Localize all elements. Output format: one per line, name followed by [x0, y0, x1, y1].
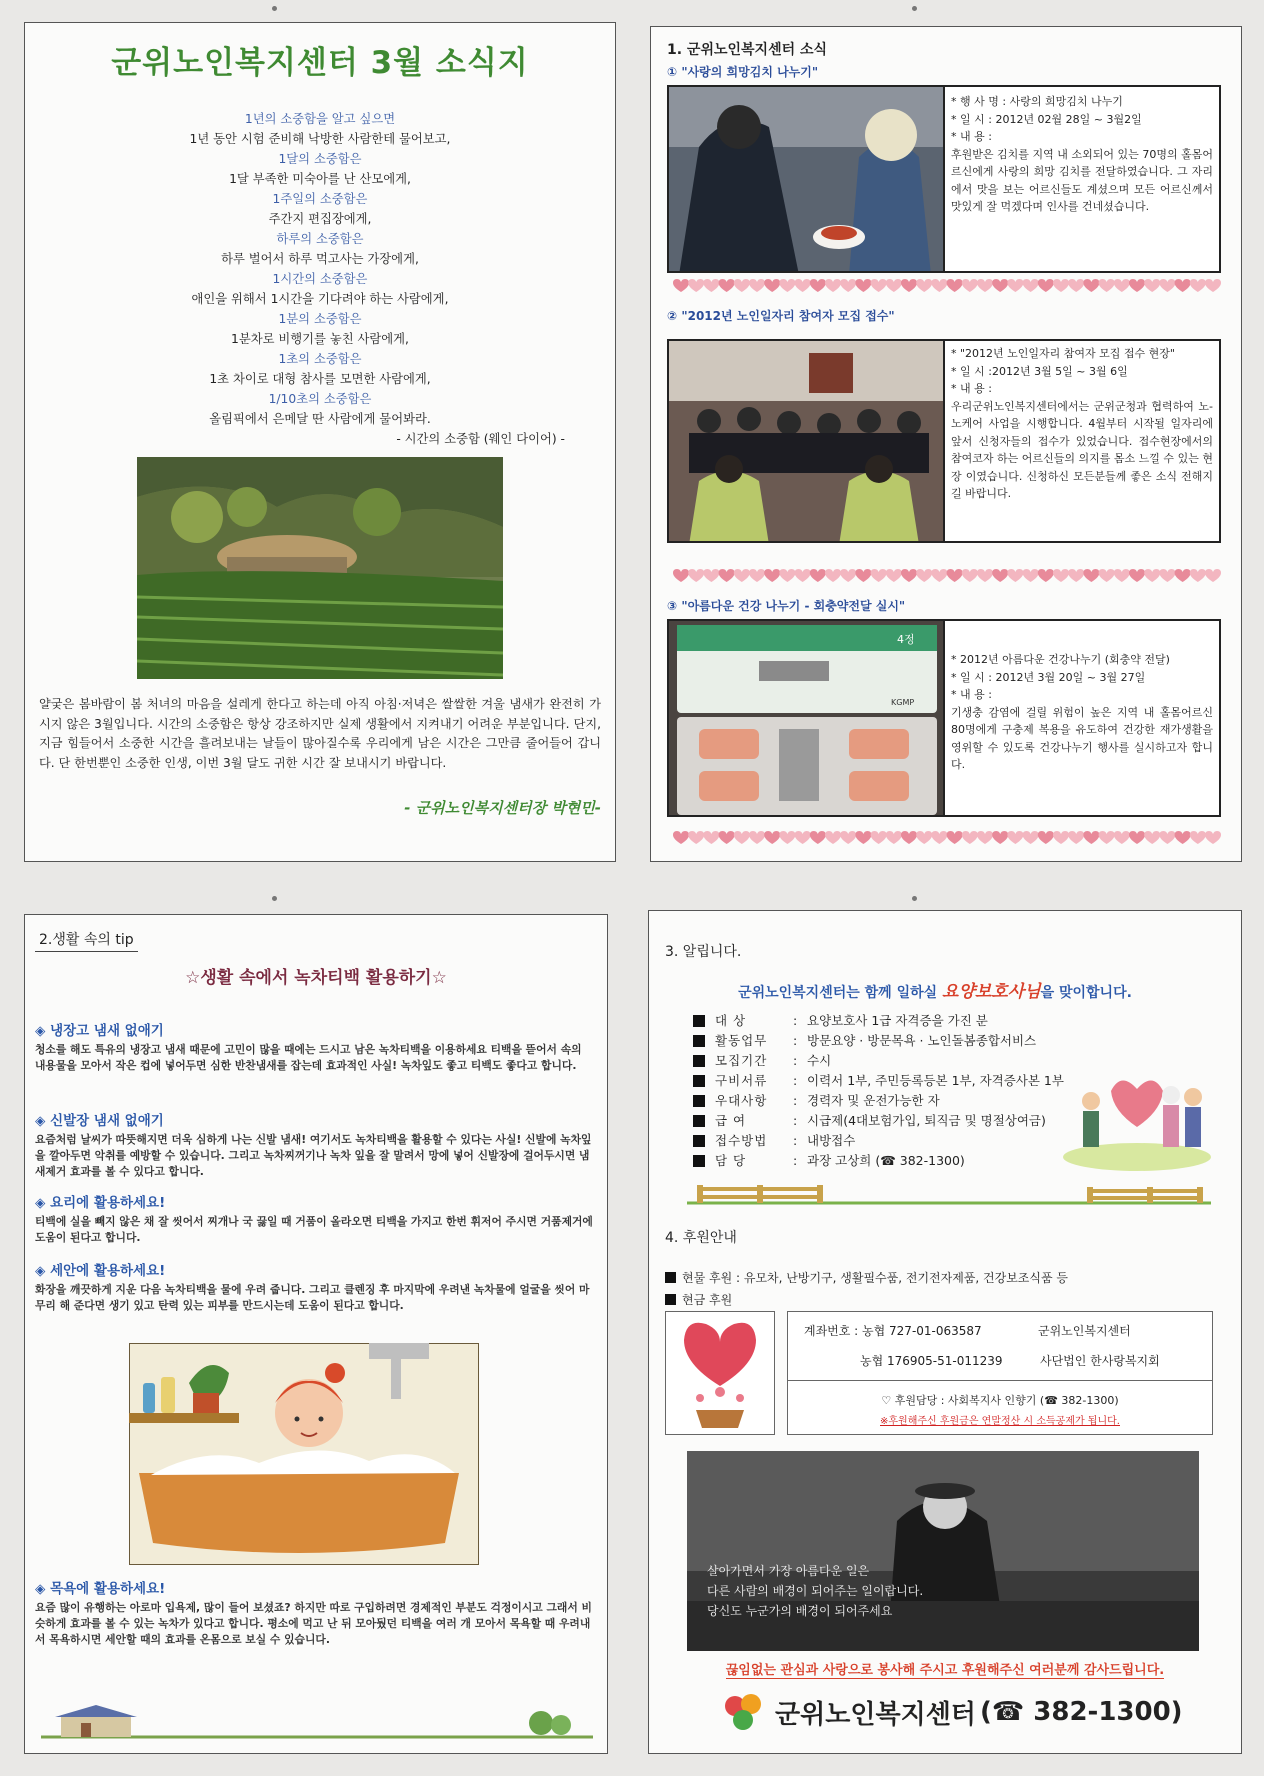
heart-icon	[1159, 569, 1175, 582]
heart-icon	[734, 569, 750, 582]
heart-icon	[1038, 569, 1054, 582]
tip-heading: ◈ 신발장 냄새 없애기	[35, 1113, 164, 1129]
heart-icon	[1175, 569, 1191, 582]
row-value: 수시	[807, 1053, 832, 1068]
recruit-row: 활동업무 : 방문요양 · 방문목욕 · 노인돌봄종합서비스	[693, 1031, 1064, 1051]
time-poem	[55, 109, 585, 449]
heart-icon	[916, 569, 932, 582]
heart-icon	[1114, 831, 1130, 844]
heart-icon	[1190, 279, 1206, 292]
heart-divider	[667, 275, 1221, 293]
heart-icon	[1144, 279, 1160, 292]
recruit-highlight: 요양보호사님	[942, 982, 1041, 1002]
tip-heading: ◈ 냉장고 냄새 없애기	[35, 1023, 164, 1039]
poem-answer: 하루 벌어서 하루 먹고사는 가장에게,	[221, 252, 419, 266]
heart-icon	[1159, 831, 1175, 844]
event-date: * 일 시 :2012년 3월 5일 ~ 3월 6일	[951, 364, 1128, 378]
quote-line: 살아가면서 가장 아름다운 일은	[707, 1564, 870, 1578]
heart-icon	[673, 831, 689, 844]
tip-heading: ◈ 목욕에 활용하세요!	[35, 1581, 166, 1597]
heart-icon	[1205, 569, 1221, 582]
poem-answer: 1분차로 비행기를 놓친 사람에게,	[231, 332, 409, 346]
heart-icon	[855, 569, 871, 582]
panel-center-news	[650, 26, 1242, 862]
cash-donation	[665, 1291, 732, 1308]
heart-icon	[977, 831, 993, 844]
heart-icon	[1068, 831, 1084, 844]
heart-icon	[703, 831, 719, 844]
account-number: 농협 176905-51-011239	[860, 1354, 1003, 1368]
poem-answer: 올림픽에서 은메달 딴 사람에게 물어봐라.	[209, 412, 431, 426]
tip-heading: ◈ 세안에 활용하세요!	[35, 1263, 166, 1279]
heart-icon	[779, 279, 795, 292]
heart-icon	[931, 569, 947, 582]
poem-question: 1주일의 소중함은	[272, 192, 368, 206]
heart-icon	[749, 831, 765, 844]
heart-divider	[667, 827, 1221, 845]
heart-icon	[810, 279, 826, 292]
tip-face-wash	[35, 1259, 593, 1314]
heart-icon	[719, 569, 735, 582]
heart-icon	[1068, 569, 1084, 582]
heart-icon	[977, 279, 993, 292]
heart-icon	[1068, 279, 1084, 292]
heart-icon	[1083, 569, 1099, 582]
panel-march-newsletter	[24, 22, 616, 862]
heart-icon	[764, 831, 780, 844]
heart-icon	[825, 569, 841, 582]
account-holder: 군위노인복지센터	[1038, 1324, 1131, 1338]
row-key: 구비서류	[715, 1073, 768, 1088]
panel-notices	[648, 910, 1242, 1754]
tip-shoe-cabinet	[35, 1109, 593, 1180]
poem-question: 1년의 소중함을 알고 싶으면	[244, 112, 396, 126]
recruit-row: 담 당 : 과장 고상희 (☎ 382-1300)	[693, 1151, 1064, 1171]
news-card-jobs	[667, 339, 1221, 543]
heart-icon	[1190, 569, 1206, 582]
heart-icon	[734, 831, 750, 844]
row-value: 내방접수	[807, 1133, 856, 1148]
heart-icon	[1144, 569, 1160, 582]
heart-icon	[1023, 831, 1039, 844]
heart-icon	[871, 279, 887, 292]
director-signature: - 군위노인복지센터장 박현민-	[404, 799, 601, 817]
donation-contact: ♡ 후원담당 : 사회복지사 인향기 (☎ 382-1300)	[881, 1394, 1119, 1407]
recruit-details	[693, 1011, 1064, 1171]
heart-divider	[667, 565, 1221, 583]
account-holder: 사단법인 한사랑복지회	[1040, 1354, 1160, 1368]
event-date: * 일 시 : 2012년 3월 20일 ~ 3월 27일	[951, 670, 1146, 684]
account-box	[665, 1311, 1213, 1439]
heart-icon	[719, 831, 735, 844]
heart-icon	[1175, 279, 1191, 292]
heart-icon	[1114, 569, 1130, 582]
tip-fridge	[35, 1019, 593, 1074]
event-content-label: * 내 용 :	[951, 382, 992, 395]
event-content-label: * 내 용 :	[951, 130, 992, 143]
heart-icon	[962, 831, 978, 844]
section-donation-title: 4. 후원안내	[665, 1230, 737, 1246]
heart-icon	[688, 831, 704, 844]
heart-icon	[749, 279, 765, 292]
quote-line: 당신도 누군가의 배경이 되어주세요	[707, 1604, 893, 1618]
heart-icon	[1190, 831, 1206, 844]
poem-answer: 주간지 편집장에게,	[268, 212, 372, 226]
heart-icon	[1023, 279, 1039, 292]
row-key: 우대사항	[715, 1093, 768, 1108]
poem-question: 1시간의 소중함은	[272, 272, 368, 286]
heart-icon	[840, 569, 856, 582]
heart-icon	[1129, 569, 1145, 582]
heart-icon	[734, 279, 750, 292]
heart-icon	[703, 569, 719, 582]
heart-icon	[764, 279, 780, 292]
heart-icon	[855, 831, 871, 844]
heart-icon	[992, 279, 1008, 292]
heart-icon	[886, 831, 902, 844]
heart-icon	[1053, 569, 1069, 582]
account-info	[787, 1311, 1213, 1435]
heart-icon	[1114, 279, 1130, 292]
heart-icon	[688, 279, 704, 292]
row-key: 담 당	[715, 1153, 747, 1168]
pill-box-count: 4정	[897, 633, 915, 646]
center-logo-icon	[721, 1692, 765, 1732]
heart-icon	[825, 831, 841, 844]
heart-icon	[1023, 569, 1039, 582]
heart-icon	[1053, 279, 1069, 292]
heart-icon	[1007, 569, 1023, 582]
heart-icon	[1083, 831, 1099, 844]
news-subtitle: ① "사랑의 희망김치 나누기"	[667, 65, 819, 79]
row-value: 방문요양 · 방문목욕 · 노인돌봄종합서비스	[807, 1033, 1037, 1048]
recruit-row: 구비서류 : 이력서 1부, 주민등록등본 1부, 자격증사본 1부	[693, 1071, 1064, 1091]
row-value: 시급제(4대보험가입, 퇴직금 및 명절상여금)	[807, 1113, 1046, 1128]
tip-body: 청소를 해도 특유의 냉장고 냄새 때문에 고민이 많을 때에는 드시고 남은 녹차티백을 이용하세요 티백을 뜯어서 속의 내용물을 모아서 작은 컵에 넣어두면 심한 반찬냄새를 잡는데 효과적인 사실! 녹차잎도 좋고 티백도 좋다고 합니다.	[35, 1043, 582, 1072]
recruit-row: 대 상 : 요양보호사 1급 자격증을 가진 분	[693, 1011, 1064, 1031]
tips-title: ☆생활 속에서 녹차티백 활용하기☆	[185, 968, 447, 988]
news-card-kimchi	[667, 85, 1221, 273]
center-name: 군위노인복지센터	[775, 1699, 976, 1730]
heart-icon	[962, 569, 978, 582]
heart-icon	[931, 831, 947, 844]
heart-icon	[1205, 831, 1221, 844]
row-key: 모집기간	[715, 1053, 768, 1068]
heart-icon	[901, 279, 917, 292]
row-key: 활동업무	[715, 1033, 768, 1048]
elderly-man-photo	[687, 1451, 1199, 1651]
heart-icon	[1007, 279, 1023, 292]
heart-icon	[1159, 279, 1175, 292]
heart-tree-icon	[665, 1311, 775, 1435]
pill-box-brand: KGMP	[891, 698, 915, 707]
row-value: 경력자 및 운전가능한 자	[807, 1093, 940, 1108]
bath-illustration	[129, 1343, 479, 1565]
director-essay: 얄궂은 봄바람이 봄 처녀의 마음을 설레게 한다고 하는데 아직 아침·저녁은 쌀쌀한 겨울 냄새가 완전히 가시지 않은 3월입니다. 시간의 소중함은 항상 강조하지만 실제 생활에서 지켜내기 어려운 부분입니다. 단지, 지금 힘들어서 소중한 시간을 흘려보내는 날들이 많아질수록 우리에게 남은 시간은 그만큼 줄어들어 갑니다. 단 한번뿐인 소중한 인생, 이번 3월 달도 귀한 시간 잘 보내시기 바랍니다.	[39, 697, 601, 770]
center-phone: (☎ 382-1300)	[979, 1697, 1183, 1727]
heart-icon	[1144, 831, 1160, 844]
recruit-row: 우대사항 : 경력자 및 운전가능한 자	[693, 1091, 1064, 1111]
poem-question: 1분의 소중함은	[278, 312, 362, 326]
heart-icon	[1099, 831, 1115, 844]
center-logo	[721, 1687, 1183, 1737]
thanks-message	[649, 1659, 1241, 1678]
heart-icon	[901, 831, 917, 844]
heart-icon	[840, 831, 856, 844]
heart-icon	[764, 569, 780, 582]
heart-icon	[1129, 831, 1145, 844]
heart-icon	[916, 279, 932, 292]
heart-icon	[795, 831, 811, 844]
news-subtitle: ② "2012년 노인일자리 참여자 모집 접수"	[667, 309, 895, 323]
tips-heading: 2.생활 속의 tip	[35, 929, 138, 952]
tip-body: 요즘처럼 날씨가 따뜻해지면 더욱 심하게 나는 신발 냄새! 여기서도 녹차티백을 활용할 수 있다는 사실! 신발에 녹차잎을 깔아두면 악취를 예방할 수 있습니다. 그리고 녹차찌꺼기나 녹차 잎을 잘 말려서 망에 넣어 신발장에 걸어두시면 냄새제거 효과를 볼 수 있다고 합니다.	[35, 1133, 592, 1178]
heart-icon	[810, 569, 826, 582]
job-application-photo	[669, 341, 945, 541]
poem-source: - 시간의 소중함 (웨인 다이어) -	[396, 432, 565, 446]
thanks-text: 끊임없는 관심과 사랑으로 봉사해 주시고 후원해주신 여러분께 감사드립니다.	[725, 1663, 1165, 1678]
event-body: 후원받은 김치를 지역 내 소외되어 있는 70명의 홀몸어르신에게 사랑의 희망 김치를 전달하였습니다. 그 자리에서 맛을 보는 어르신들도 계셨으며 모든 어르신께서 맛있게 잘 먹겠다며 인사를 건네셨습니다.	[951, 147, 1213, 213]
heart-icon	[795, 569, 811, 582]
heart-icon	[673, 279, 689, 292]
poem-question: 1/10초의 소중함은	[268, 392, 372, 406]
heart-icon	[855, 279, 871, 292]
kimchi-sharing-photo	[669, 87, 945, 271]
recruit-row: 급 여 : 시급제(4대보험가입, 퇴직금 및 명절상여금)	[693, 1111, 1064, 1131]
row-key: 접수방법	[715, 1133, 768, 1148]
quote-line: 다른 사람의 배경이 되어주는 일이랍니다.	[707, 1584, 924, 1598]
dewormer-pills-photo	[669, 621, 945, 815]
heart-icon	[931, 279, 947, 292]
tip-body: 티백에 실을 빼지 않은 채 잘 씻어서 찌개나 국 끓일 때 거품이 올라오면 티백을 가지고 한번 휘저어 주시면 거품제거에 도움이 된다고 합니다.	[35, 1215, 593, 1244]
event-name: * 2012년 아름다운 건강나누기 (회충약 전달)	[951, 653, 1170, 666]
tip-body: 화장을 깨끗하게 지운 다음 녹차티백을 물에 우려 줍니다. 그리고 클렌징 후 마지막에 우려낸 녹차물에 얼굴을 씻어 마무리 해 준다면 생기 있고 탄력 있는 피부를 만드시는데 도움이 된다고 합니다.	[35, 1283, 590, 1312]
row-key: 대 상	[715, 1013, 747, 1028]
event-name: * "2012년 노인일자리 참여자 모집 접수 현장"	[951, 347, 1175, 360]
heart-icon	[779, 569, 795, 582]
news-subtitle: ③ "아름다운 건강 나누기 - 회충약전달 실시"	[667, 599, 906, 613]
heart-icon	[901, 569, 917, 582]
heart-icon	[947, 279, 963, 292]
goods-donation	[665, 1269, 1068, 1286]
heart-icon	[871, 569, 887, 582]
binding-hole	[912, 896, 917, 901]
heart-icon	[703, 279, 719, 292]
goods-donation-text: 현물 후원 : 유모차, 난방기구, 생활필수품, 전기전자제품, 건강보조식품 등	[682, 1271, 1068, 1285]
event-body: 우리군위노인복지센터에서는 군위군청과 협력하여 노-노케어 사업을 시행합니다. 4월부터 시작될 일자리에 앞서 신청자들의 접수가 있었습니다. 접수현장에서의 참여코자 하는 어르신들의 의지를 몸소 느낄 수 있는 현장 이였습니다. 신청하신 모든분들께 좋은 소식 전해지길 바랍니다.	[951, 399, 1213, 500]
tip-body: 요즘 많이 유행하는 아로마 입욕제, 많이 들어 보셨죠? 하지만 따로 구입하려면 경제적인 부분도 걱정이시고 그래서 비슷하게 효과를 볼 수 있는 녹차가 있다고 합니다. 평소에 먹고 난 뒤 모아뒀던 티백을 여러 개 모아서 목욕할 때 우려내서 목욕하시면 세안할 때의 효과를 온몸으로 보실 수 있습니다.	[35, 1601, 592, 1646]
recruit-text: 을 맞이합니다.	[1040, 985, 1132, 1001]
thatched-house-photo	[137, 457, 503, 679]
heart-icon	[673, 569, 689, 582]
heart-icon	[719, 279, 735, 292]
recruit-row: 모집기간 : 수시	[693, 1051, 1064, 1071]
news-card-dewormer	[667, 619, 1221, 817]
tip-cooking	[35, 1191, 593, 1246]
binding-hole	[272, 896, 277, 901]
heart-icon	[886, 279, 902, 292]
binding-hole	[912, 6, 917, 11]
row-value: 과장 고상희 (☎ 382-1300)	[807, 1153, 965, 1168]
poem-answer: 1달 부족한 미숙아를 난 산모에게,	[229, 172, 411, 186]
heart-icon	[1038, 831, 1054, 844]
heart-icon	[947, 831, 963, 844]
quote-text	[707, 1561, 923, 1621]
poem-answer: 1초 차이로 대형 참사를 모면한 사람에게,	[209, 372, 431, 386]
tip-heading: ◈ 요리에 활용하세요!	[35, 1195, 166, 1211]
recruit-heading	[649, 977, 1221, 1002]
panel-life-tips	[24, 914, 608, 1754]
poem-question: 하루의 소중함은	[276, 232, 364, 246]
heart-icon	[688, 569, 704, 582]
heart-icon	[1129, 279, 1145, 292]
elderly-couple-illustration	[1061, 1061, 1213, 1173]
tip-bath	[35, 1577, 593, 1648]
poem-answer: 1년 동안 시험 준비해 낙방한 사람한테 물어보고,	[189, 132, 451, 146]
event-name: * 행 사 명 : 사랑의 희망김치 나누기	[951, 95, 1123, 108]
heart-icon	[810, 831, 826, 844]
heart-icon	[992, 831, 1008, 844]
poem-question: 1달의 소중함은	[278, 152, 362, 166]
heart-icon	[1175, 831, 1191, 844]
recruit-text: 군위노인복지센터는 함께 일하실	[738, 985, 943, 1001]
account-number: 계좌번호 : 농협 727-01-063587	[804, 1324, 982, 1338]
section-notice-title: 3. 알립니다.	[665, 944, 742, 960]
heart-icon	[1083, 279, 1099, 292]
heart-icon	[840, 279, 856, 292]
heart-icon	[749, 569, 765, 582]
heart-icon	[886, 569, 902, 582]
event-date: * 일 시 : 2012년 02월 28일 ~ 3월2일	[951, 112, 1142, 126]
heart-icon	[992, 569, 1008, 582]
heart-icon	[795, 279, 811, 292]
newsletter-title: 군위노인복지센터 3월 소식지	[111, 45, 529, 81]
poem-answer: 애인을 위해서 1시간을 기다려야 하는 사람에게,	[191, 292, 449, 306]
section-title: 1. 군위노인복지센터 소식	[667, 42, 828, 58]
fence-divider	[687, 1179, 1211, 1205]
heart-icon	[947, 569, 963, 582]
house-footer-illustration	[41, 1705, 593, 1741]
heart-icon	[962, 279, 978, 292]
heart-icon	[1205, 279, 1221, 292]
heart-icon	[916, 831, 932, 844]
heart-icon	[779, 831, 795, 844]
row-value: 요양보호사 1급 자격증을 가진 분	[807, 1013, 988, 1028]
poem-question: 1초의 소중함은	[278, 352, 362, 366]
heart-icon	[1099, 569, 1115, 582]
heart-icon	[1038, 279, 1054, 292]
tax-deduction-note: ※후원해주신 후원금은 연말정산 시 소득공제가 됩니다.	[880, 1416, 1120, 1427]
heart-icon	[1099, 279, 1115, 292]
event-body: 기생충 감염에 걸릴 위험이 높은 지역 내 홀몸어르신 80명에게 구충제 복용을 유도하여 건강한 재가생활을 영위할 수 있도록 건강나누기 행사를 실시하고자 합니다.	[951, 705, 1213, 771]
heart-icon	[825, 279, 841, 292]
recruit-row: 접수방법 : 내방접수	[693, 1131, 1064, 1151]
heart-icon	[871, 831, 887, 844]
heart-icon	[1053, 831, 1069, 844]
row-key: 급 여	[715, 1113, 747, 1128]
heart-icon	[1007, 831, 1023, 844]
binding-hole	[272, 6, 277, 11]
heart-icon	[977, 569, 993, 582]
row-value: 이력서 1부, 주민등록등본 1부, 자격증사본 1부	[807, 1073, 1064, 1088]
cash-donation-text: 현금 후원	[682, 1293, 733, 1307]
event-content-label: * 내 용 :	[951, 688, 992, 701]
